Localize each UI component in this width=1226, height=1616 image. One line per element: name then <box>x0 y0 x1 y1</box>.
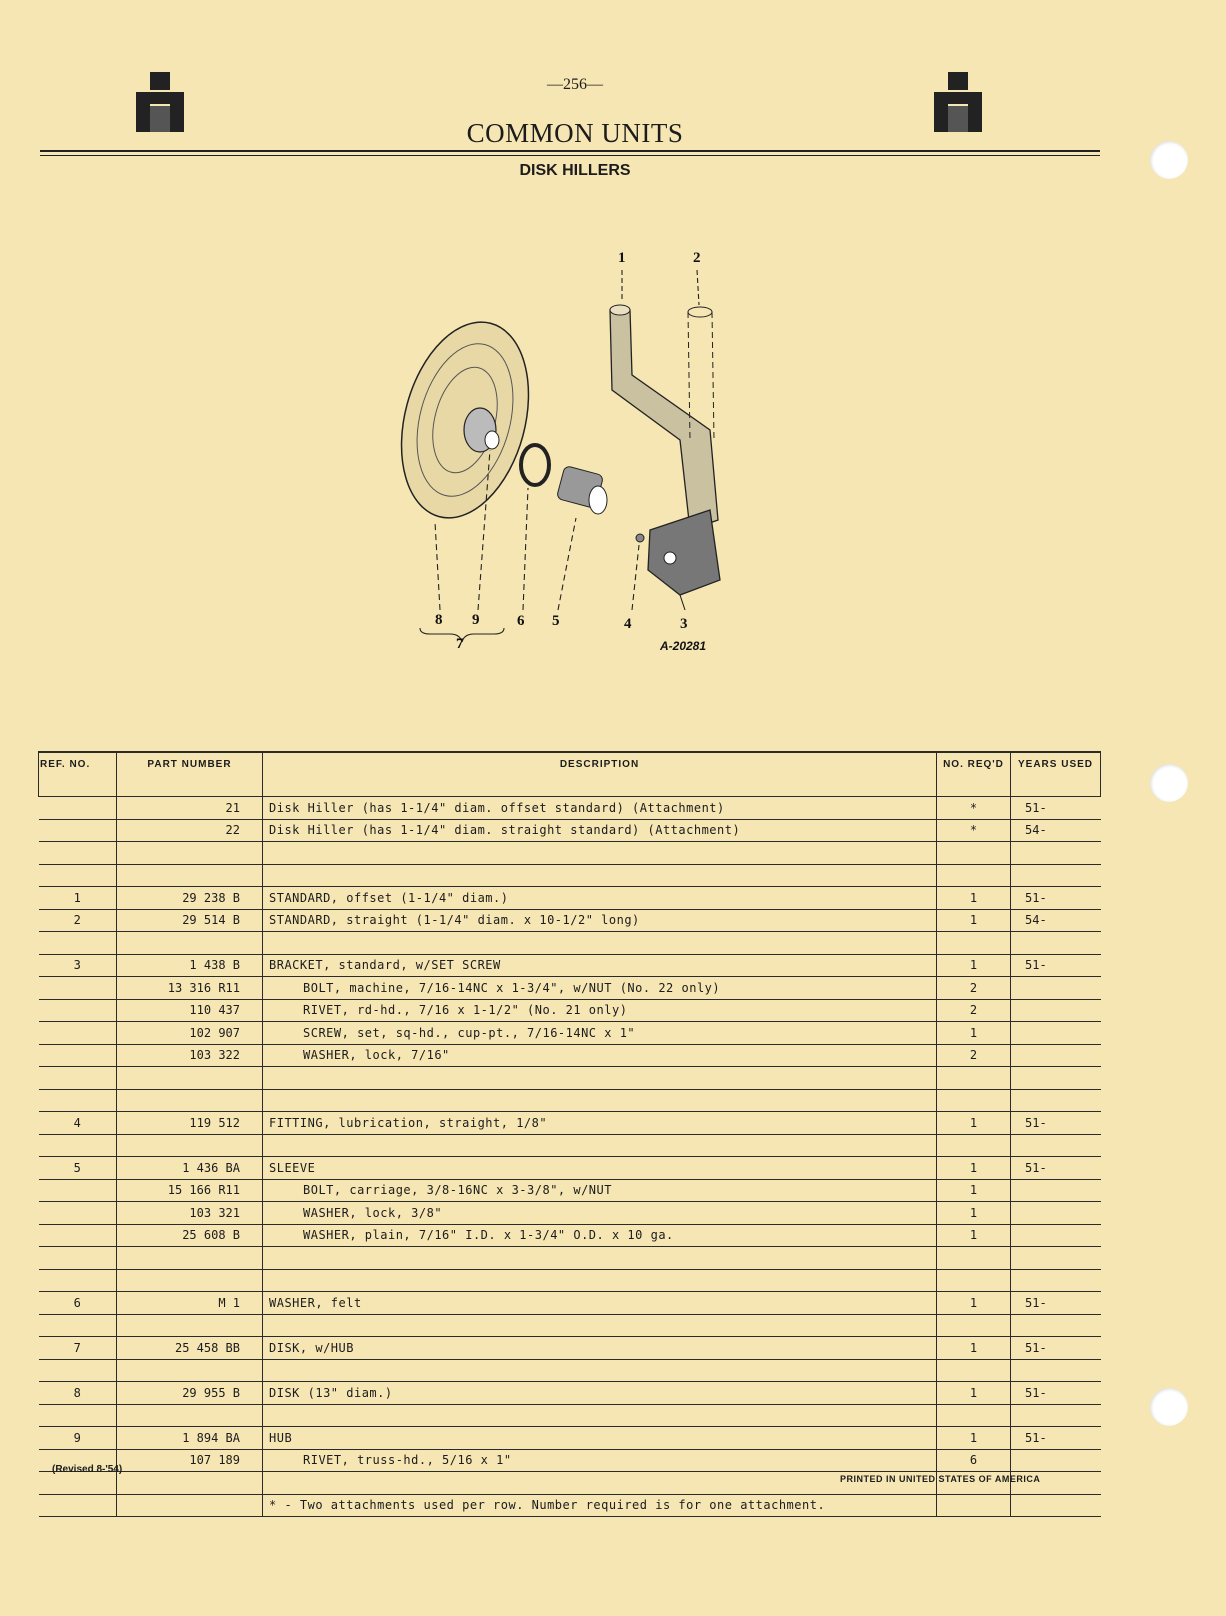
qty-cell: 1 <box>937 1179 1011 1202</box>
qty-cell: 1 <box>937 909 1011 932</box>
qty-cell <box>937 1494 1011 1517</box>
qty-cell: 1 <box>937 1224 1011 1247</box>
qty-cell: 2 <box>937 1044 1011 1067</box>
description-cell: RIVET, rd-hd., 7/16 x 1-1/2" (No. 21 only) <box>263 999 937 1022</box>
col-years-used: YEARS USED <box>1011 752 1101 797</box>
qty-cell <box>937 1134 1011 1157</box>
table-row <box>39 1314 1101 1337</box>
years-cell <box>1011 1224 1101 1247</box>
years-cell <box>1011 1449 1101 1472</box>
description-cell <box>263 1472 937 1495</box>
qty-cell: * <box>937 797 1011 820</box>
table-row <box>39 1359 1101 1382</box>
description-cell: BOLT, carriage, 3/8-16NC x 3-3/8", w/NUT <box>263 1179 937 1202</box>
part-number-cell: 25 458 BB <box>117 1337 263 1360</box>
ref-cell: 1 <box>39 887 117 910</box>
ref-cell <box>39 999 117 1022</box>
ref-cell <box>39 1359 117 1382</box>
qty-cell: 1 <box>937 1157 1011 1180</box>
years-cell <box>1011 1269 1101 1292</box>
part-number-cell <box>117 1067 263 1090</box>
description-cell: WASHER, lock, 3/8" <box>263 1202 937 1225</box>
ref-cell <box>39 1404 117 1427</box>
header-rule-thin <box>40 155 1100 156</box>
ref-cell <box>39 1247 117 1270</box>
table-row <box>39 1404 1101 1427</box>
part-number-cell <box>117 864 263 887</box>
description-cell: WASHER, lock, 7/16" <box>263 1044 937 1067</box>
col-ref-no: REF. NO. <box>39 752 117 797</box>
part-number-cell: 1 436 BA <box>117 1157 263 1180</box>
page-title: COMMON UNITS <box>466 118 684 148</box>
qty-cell <box>937 1247 1011 1270</box>
description-cell: BRACKET, standard, w/SET SCREW <box>263 954 937 977</box>
ref-cell <box>39 819 117 842</box>
callout-8: 8 <box>435 612 443 628</box>
description-cell <box>263 1247 937 1270</box>
table-row <box>39 1067 1101 1090</box>
ref-cell <box>39 1314 117 1337</box>
ref-cell: 7 <box>39 1337 117 1360</box>
qty-cell: 1 <box>937 887 1011 910</box>
years-cell: 51- <box>1011 1382 1101 1405</box>
punch-hole-middle <box>1150 764 1188 802</box>
ref-cell <box>39 1179 117 1202</box>
years-cell <box>1011 1494 1101 1517</box>
callout-5: 5 <box>552 613 560 629</box>
col-part-number: PART NUMBER <box>117 752 263 797</box>
table-row <box>39 1247 1101 1270</box>
years-cell <box>1011 1067 1101 1090</box>
description-cell: DISK, w/HUB <box>263 1337 937 1360</box>
years-cell <box>1011 1022 1101 1045</box>
ref-cell <box>39 1067 117 1090</box>
callout-2: 2 <box>693 250 701 266</box>
bracket-illustration <box>648 510 720 595</box>
table-row <box>39 1292 1101 1315</box>
table-row <box>39 1494 1101 1517</box>
table-row <box>39 977 1101 1000</box>
description-cell: FITTING, lubrication, straight, 1/8" <box>263 1112 937 1135</box>
callout-1: 1 <box>618 250 626 266</box>
parts-table <box>38 751 1100 1517</box>
ref-cell <box>39 1044 117 1067</box>
ref-cell: 8 <box>39 1382 117 1405</box>
qty-cell <box>937 842 1011 865</box>
years-cell: 54- <box>1011 909 1101 932</box>
description-cell: Disk Hiller (has 1-1/4" diam. straight standard) (Attachment) <box>263 819 937 842</box>
part-number-cell <box>117 1314 263 1337</box>
years-cell: 51- <box>1011 887 1101 910</box>
table-row <box>39 1427 1101 1450</box>
ref-cell <box>39 932 117 955</box>
section-subtitle: DISK HILLERS <box>519 162 631 179</box>
ref-cell <box>39 797 117 820</box>
qty-cell: 1 <box>937 1382 1011 1405</box>
callout-6: 6 <box>517 613 525 629</box>
ref-cell: 4 <box>39 1112 117 1135</box>
part-number-cell: 1 438 B <box>117 954 263 977</box>
table-row <box>39 842 1101 865</box>
part-number-cell: 29 514 B <box>117 909 263 932</box>
part-number-cell: 13 316 R11 <box>117 977 263 1000</box>
qty-cell <box>937 1314 1011 1337</box>
description-cell <box>263 932 937 955</box>
years-cell: 54- <box>1011 819 1101 842</box>
qty-cell: 1 <box>937 1202 1011 1225</box>
table-row <box>39 1179 1101 1202</box>
part-number-cell: 103 322 <box>117 1044 263 1067</box>
qty-cell: 6 <box>937 1449 1011 1472</box>
part-number-cell <box>117 1269 263 1292</box>
table-row <box>39 999 1101 1022</box>
years-cell <box>1011 977 1101 1000</box>
table-row <box>39 1337 1101 1360</box>
description-cell <box>263 1067 937 1090</box>
table-row <box>39 1044 1101 1067</box>
description-cell <box>263 1269 937 1292</box>
years-cell <box>1011 999 1101 1022</box>
col-no-reqd: NO. REQ'D <box>937 752 1011 797</box>
qty-cell: 1 <box>937 1427 1011 1450</box>
qty-cell: 1 <box>937 954 1011 977</box>
description-cell <box>263 1089 937 1112</box>
qty-cell: 1 <box>937 1337 1011 1360</box>
qty-cell <box>937 1089 1011 1112</box>
ref-cell <box>39 1202 117 1225</box>
table-row <box>39 1202 1101 1225</box>
ref-cell: 5 <box>39 1157 117 1180</box>
part-number-cell <box>117 1247 263 1270</box>
description-cell: WASHER, felt <box>263 1292 937 1315</box>
years-cell <box>1011 1404 1101 1427</box>
parts-diagram <box>380 250 800 680</box>
part-number-cell: 119 512 <box>117 1112 263 1135</box>
years-cell: 51- <box>1011 1157 1101 1180</box>
offset-standard-illustration <box>610 310 718 530</box>
part-number-cell: 29 955 B <box>117 1382 263 1405</box>
years-cell <box>1011 1089 1101 1112</box>
years-cell <box>1011 864 1101 887</box>
table-row <box>39 1022 1101 1045</box>
part-number-cell <box>117 932 263 955</box>
part-number-cell: 107 189 <box>117 1449 263 1472</box>
description-cell: BOLT, machine, 7/16-14NC x 1-3/4", w/NUT (No. 22 only) <box>263 977 937 1000</box>
table-row <box>39 954 1101 977</box>
description-cell <box>263 1314 937 1337</box>
table-row <box>39 1157 1101 1180</box>
qty-cell: 2 <box>937 977 1011 1000</box>
description-cell: SCREW, set, sq-hd., cup-pt., 7/16-14NC x 1" <box>263 1022 937 1045</box>
ref-cell <box>39 1134 117 1157</box>
lubrication-fitting-illustration <box>636 534 644 542</box>
description-cell: STANDARD, straight (1-1/4" diam. x 10-1/2" long) <box>263 909 937 932</box>
part-number-cell <box>117 1494 263 1517</box>
callout-7: 7 <box>456 636 464 652</box>
ref-cell: 2 <box>39 909 117 932</box>
part-number-cell: 103 321 <box>117 1202 263 1225</box>
punch-hole-bottom <box>1150 1388 1188 1426</box>
description-cell <box>263 864 937 887</box>
qty-cell: 1 <box>937 1022 1011 1045</box>
description-cell: RIVET, truss-hd., 5/16 x 1" <box>263 1449 937 1472</box>
ref-cell: 3 <box>39 954 117 977</box>
part-number-cell <box>117 1472 263 1495</box>
description-cell <box>263 1359 937 1382</box>
part-number-cell <box>117 1359 263 1382</box>
part-number-cell <box>117 1134 263 1157</box>
table-header-row <box>39 752 1101 797</box>
table-row <box>39 1112 1101 1135</box>
years-cell: 51- <box>1011 1112 1101 1135</box>
qty-cell <box>937 1404 1011 1427</box>
table-row <box>39 1449 1101 1472</box>
ref-cell <box>39 1224 117 1247</box>
ref-cell: 9 <box>39 1427 117 1450</box>
qty-cell: * <box>937 819 1011 842</box>
ref-cell <box>39 977 117 1000</box>
table-row <box>39 909 1101 932</box>
disk-illustration <box>381 308 549 532</box>
description-cell: SLEEVE <box>263 1157 937 1180</box>
years-cell: 51- <box>1011 954 1101 977</box>
part-number-cell: M 1 <box>117 1292 263 1315</box>
part-number-cell: 25 608 B <box>117 1224 263 1247</box>
qty-cell: 1 <box>937 1292 1011 1315</box>
callout-4: 4 <box>624 616 632 632</box>
callout-3: 3 <box>680 616 688 632</box>
qty-cell: 2 <box>937 999 1011 1022</box>
part-number-cell <box>117 1089 263 1112</box>
page-number: —256— <box>547 76 603 93</box>
ref-cell <box>39 842 117 865</box>
qty-cell <box>937 1359 1011 1382</box>
callout-9: 9 <box>472 612 480 628</box>
part-number-cell: 110 437 <box>117 999 263 1022</box>
description-cell: STANDARD, offset (1-1/4" diam.) <box>263 887 937 910</box>
table-row <box>39 1134 1101 1157</box>
table-row <box>39 1269 1101 1292</box>
years-cell: 51- <box>1011 1427 1101 1450</box>
qty-cell <box>937 1067 1011 1090</box>
years-cell <box>1011 1359 1101 1382</box>
ref-cell <box>39 1022 117 1045</box>
table-row <box>39 864 1101 887</box>
years-cell <box>1011 842 1101 865</box>
description-cell <box>263 1134 937 1157</box>
qty-cell: 1 <box>937 1112 1011 1135</box>
years-cell <box>1011 932 1101 955</box>
ref-cell <box>39 1089 117 1112</box>
figure-id: A-20281 <box>660 639 707 653</box>
description-cell <box>263 1404 937 1427</box>
felt-washer-illustration <box>521 445 549 485</box>
part-number-cell: 1 894 BA <box>117 1427 263 1450</box>
ref-cell <box>39 864 117 887</box>
part-number-cell: 22 <box>117 819 263 842</box>
years-cell <box>1011 1044 1101 1067</box>
qty-cell <box>937 864 1011 887</box>
table-row <box>39 887 1101 910</box>
col-description: DESCRIPTION <box>263 752 937 797</box>
printed-note: PRINTED IN UNITED STATES OF AMERICA <box>840 1474 1041 1484</box>
ref-cell <box>39 1269 117 1292</box>
part-number-cell: 29 238 B <box>117 887 263 910</box>
table-row <box>39 819 1101 842</box>
sleeve-illustration <box>556 465 607 514</box>
part-number-cell: 15 166 R11 <box>117 1179 263 1202</box>
qty-cell <box>937 932 1011 955</box>
header-rule <box>40 150 1100 152</box>
part-number-cell <box>117 842 263 865</box>
description-cell: * - Two attachments used per row. Number required is for one attachment. <box>263 1494 937 1517</box>
revision-note: (Revised 8-'54) <box>52 1464 123 1475</box>
part-number-cell: 102 907 <box>117 1022 263 1045</box>
ref-cell <box>39 1494 117 1517</box>
table-row <box>39 1224 1101 1247</box>
table-row <box>39 797 1101 820</box>
years-cell: 51- <box>1011 797 1101 820</box>
part-number-cell <box>117 1404 263 1427</box>
description-cell <box>263 842 937 865</box>
part-number-cell: 21 <box>117 797 263 820</box>
qty-cell <box>937 1269 1011 1292</box>
years-cell: 51- <box>1011 1292 1101 1315</box>
description-cell: DISK (13" diam.) <box>263 1382 937 1405</box>
ref-cell: 6 <box>39 1292 117 1315</box>
years-cell <box>1011 1314 1101 1337</box>
years-cell <box>1011 1134 1101 1157</box>
table-row <box>39 932 1101 955</box>
years-cell: 51- <box>1011 1337 1101 1360</box>
description-cell: WASHER, plain, 7/16" I.D. x 1-3/4" O.D. x 10 ga. <box>263 1224 937 1247</box>
years-cell <box>1011 1202 1101 1225</box>
description-cell: Disk Hiller (has 1-1/4" diam. offset standard) (Attachment) <box>263 797 937 820</box>
table-row <box>39 1089 1101 1112</box>
punch-hole-top <box>1150 141 1188 179</box>
years-cell <box>1011 1247 1101 1270</box>
years-cell <box>1011 1179 1101 1202</box>
description-cell: HUB <box>263 1427 937 1450</box>
table-row <box>39 1382 1101 1405</box>
